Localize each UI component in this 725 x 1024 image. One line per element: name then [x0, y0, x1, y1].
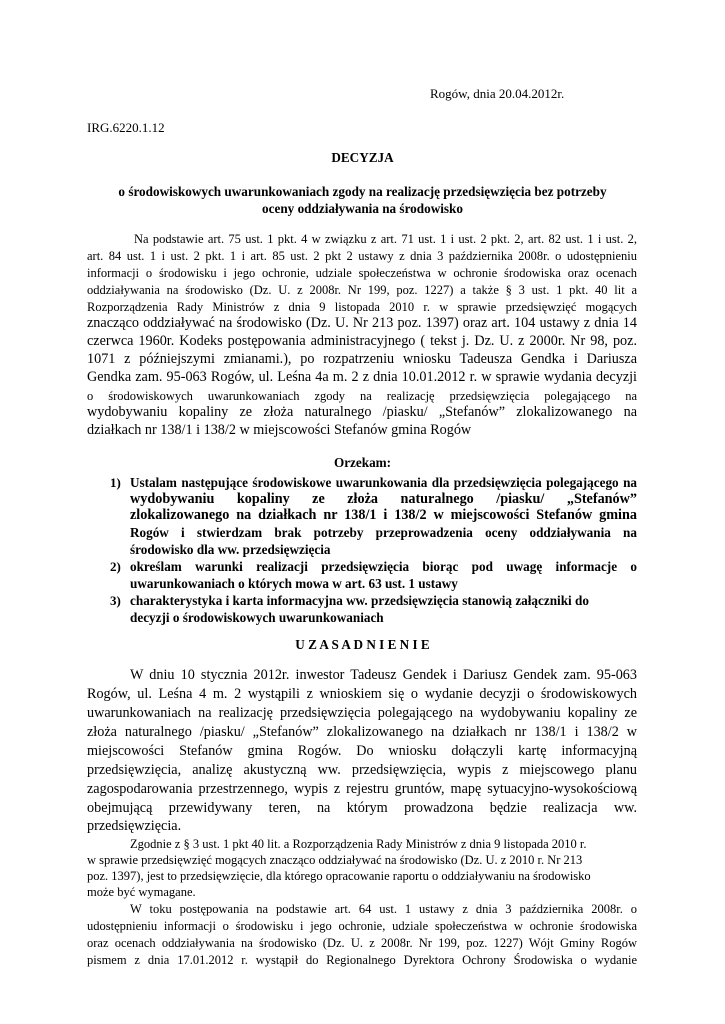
justification-line: Rogów, ul. Leśna 4 m. 2 wystąpili z wnioskiem się o wydanie decyzji o środowiskowych — [87, 686, 637, 702]
item-number: 1) — [110, 475, 121, 490]
justification-line: zagospodarowania przestrzennego, wypis z rejestru gruntów, mapę sytuacyjno-wysokościową — [87, 781, 637, 797]
document-title: DECYZJA — [331, 150, 394, 165]
justification-line: W toku postępowania na podstawie art. 64 ust. 1 ustawy z dnia 3 października 2008r. o — [130, 902, 637, 916]
justification-line: W dniu 10 stycznia 2012r. inwestor Tadeusz Gendek i Dariusz Gendek zam. 95-063 — [130, 667, 637, 683]
intro-line: Na podstawie art. 75 ust. 1 pkt. 4 w związku z art. 71 ust. 1 i ust. 2 pkt. 2, art. 82 ust. 1 i ust. 2, — [134, 232, 637, 246]
decision-item-line: środowisko dla ww. przedsięwzięcia — [130, 542, 331, 557]
subtitle-line-1: o środowiskowych uwarunkowaniach zgody na realizację przedsięwzięcia bez potrzeby — [118, 184, 607, 199]
decision-item-line: Rogów i stwierdzam brak potrzeby przeprowadzenia oceny oddziaływania na — [130, 525, 637, 540]
decision-item-line: zlokalizowanego na działkach nr 138/1 i 138/2 w miejscowości Stefanów gmina — [130, 507, 637, 523]
uzasadnienie-heading: U Z A S A D N I E N I E — [295, 637, 430, 652]
intro-line: czerwca 1960r. Kodeks postępowania administracyjnego ( tekst j. Dz. U. z 2000r. Nr 98, poz. — [87, 333, 637, 349]
justification-line: oraz ocenach oddziaływania na środowisko (Dz. U. z 2008r. Nr 199, poz. 1227) Wójt Gminy Rogów — [87, 936, 637, 950]
decision-item-line: charakterystyka i karta informacyjna ww. przedsięwzięcia stanowią załączniki do — [130, 593, 589, 608]
justification-line: obejmującą przewidywany teren, na którym prowadzona będzie realizacja ww. — [87, 800, 637, 816]
intro-line: działkach nr 138/1 i 138/2 w miejscowości Stefanów gmina Rogów — [87, 422, 472, 438]
justification-line: Zgodnie z § 3 ust. 1 pkt 40 lit. a Rozporządzenia Rady Ministrów z dnia 9 listopada 2010 r. — [130, 837, 587, 851]
justification-line: miejscowości Stefanów gmina Rogów. Do wniosku dołączyli kartę informacyjną — [87, 743, 637, 759]
subtitle-line-2: oceny oddziaływania na środowisko — [262, 201, 463, 216]
decision-item-line: uwarunkowaniach o których mowa w art. 63 ust. 1 ustawy — [130, 576, 458, 591]
justification-line: może być wymagane. — [87, 885, 196, 899]
orzekam-heading: Orzekam: — [333, 455, 392, 470]
decision-item-line: określam warunki realizacji przedsięwzięcia biorąc pod uwagę informacje o — [130, 559, 637, 574]
item-number: 3) — [110, 593, 121, 608]
justification-line: złoża naturalnego /piasku/ „Stefanów” zlokalizowanego na działkach nr 138/1 i 138/2 w — [87, 724, 637, 740]
item-number: 2) — [110, 559, 121, 574]
justification-line: uwarunkowaniach na realizację przedsięwzięcia polegającego na wydobywaniu kopaliny ze — [87, 705, 637, 721]
decision-item-line: wydobywaniu kopaliny ze złoża naturalnego /piasku/ „Stefanów” — [130, 491, 637, 507]
decision-item-line: decyzji o środowiskowych uwarunkowaniach — [130, 610, 384, 625]
justification-line: przedsięwzięcia. — [87, 818, 182, 834]
justification-line: udostępnieniu informacji o środowisku i jego ochronie, udziale społeczeństwa w ochronie środowiska — [87, 919, 637, 933]
justification-line: w sprawie przedsięwzięć mogących znacząco oddziaływać na środowisko (Dz. U. z 2010 r. Nr 213 — [87, 853, 583, 867]
intro-line: 1071 z późniejszymi zmianami.), po rozpatrzeniu wniosku Tadeusza Gendka i Dariusza — [87, 351, 637, 367]
justification-line: poz. 1397), jest to przedsięwzięcie, dla którego opracowanie raportu o oddziaływaniu na środowisko — [87, 869, 591, 883]
intro-line: Gendka zam. 95-063 Rogów, ul. Leśna 4a m. 2 z dnia 10.01.2012 r. w sprawie wydania decyzji — [87, 369, 637, 385]
intro-line: wydobywaniu kopaliny ze złoża naturalnego /piasku/ „Stefanów” zlokalizowanego na — [87, 404, 637, 420]
intro-line: Rozporządzenia Rady Ministrów z dnia 9 listopada 2010 r. w sprawie przedsięwzięć mogących — [87, 300, 637, 314]
intro-line: informacji o środowisku i jego ochronie, udziale społeczeństwa w ochronie środowiska oraz ocenach — [87, 266, 637, 280]
decision-item-line: Ustalam następujące środowiskowe uwarunkowania dla przedsięwzięcia polegającego na — [130, 475, 637, 490]
justification-line: pismem z dnia 17.01.2012 r. wystąpił do Regionalnego Dyrektora Ochrony Środowiska o wydanie — [87, 953, 637, 967]
intro-line: oddziaływania na środowisko (Dz. U. z 2008r. Nr 199, poz. 1227) a także § 3 ust. 1 pkt. 40 lit a — [87, 283, 637, 297]
reference-number: IRG.6220.1.12 — [87, 120, 165, 135]
justification-line: przedsięwzięcia, analizę akustyczną ww. przedsięwzięcia, wypis z miejscowego planu — [87, 762, 637, 778]
intro-line: znacząco oddziaływać na środowisko (Dz. U. Nr 213 poz. 1397) oraz art. 104 ustawy z dnia 14 — [87, 315, 637, 331]
place-date: Rogów, dnia 20.04.2012r. — [430, 86, 565, 101]
intro-line: art. 84 ust. 1 i ust. 2 pkt. 1 i art. 85 ust. 2 pkt 2 ustawy z dnia 3 października 2008r. o udostępnieniu — [87, 249, 637, 263]
intro-line: o środowiskowych uwarunkowaniach zgody na realizację przedsięwzięcia polegającego na — [87, 389, 637, 403]
